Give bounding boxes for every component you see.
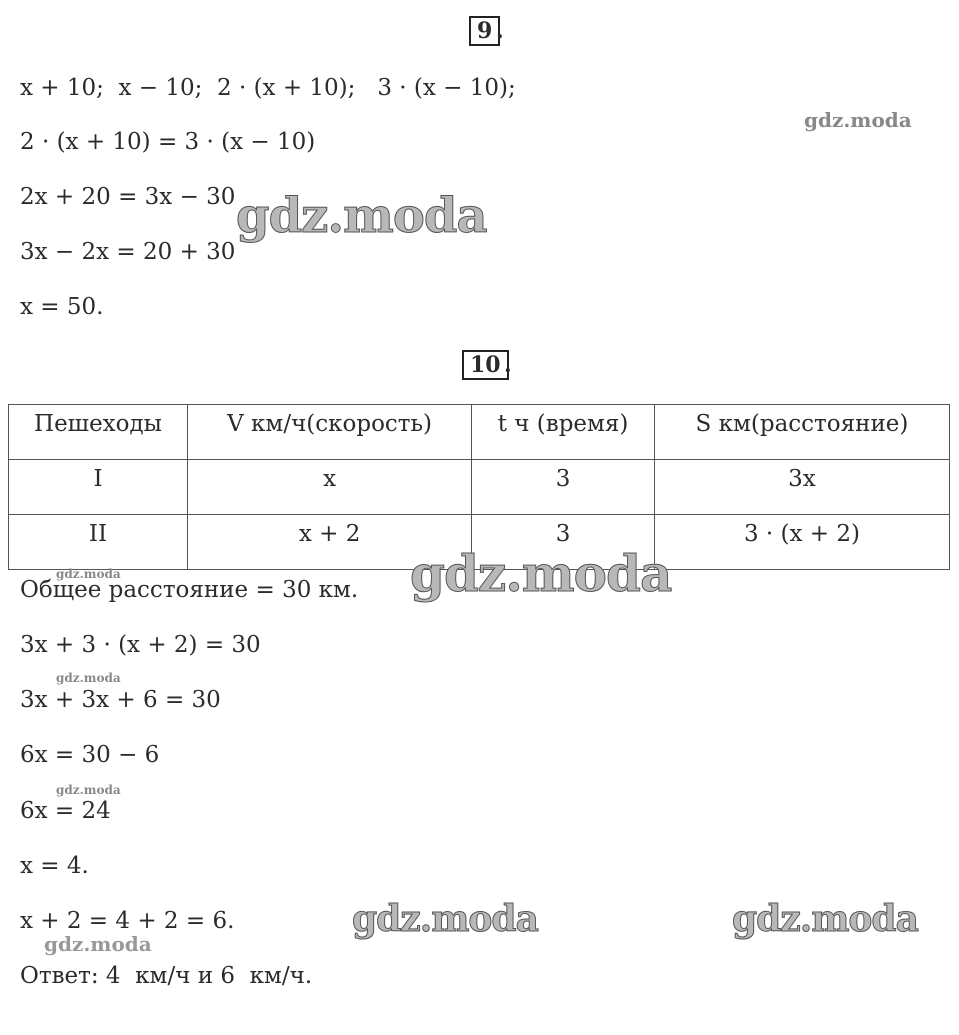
watermark: gdz.moda [804, 108, 912, 132]
header-cell: Пешеходы [9, 405, 188, 460]
table-cell: 3x [654, 460, 949, 515]
table-cell: x [188, 460, 472, 515]
table-row [9, 460, 950, 515]
p10-line-4: 6x = 30 − 6 [20, 742, 160, 768]
p10-answer: Ответ: 4 км/ч и 6 км/ч. [20, 963, 313, 989]
p9-line-3: 2x + 20 = 3x − 30 [20, 184, 236, 210]
watermark: gdz.moda [56, 783, 121, 797]
table-cell: 3 [472, 460, 655, 515]
p9-line-1: x + 10; x − 10; 2 · (x + 10); 3 · (x − 10); [20, 75, 516, 101]
p9-line-4: 3x − 2x = 20 + 30 [20, 239, 236, 265]
p10-line-7: x + 2 = 4 + 2 = 6. [20, 908, 235, 934]
problem-10-number: 10 [462, 350, 509, 380]
header-cell: V км/ч(скорость) [188, 405, 472, 460]
watermark: gdz.moda [56, 671, 121, 685]
p10-line-5: 6x = 24 [20, 798, 111, 824]
watermark: gdz.moda [44, 932, 152, 956]
table-cell: I [9, 460, 188, 515]
watermark: gdz.moda [352, 898, 538, 940]
p10-line-1: Общее расстояние = 30 км. [20, 577, 359, 603]
p10-line-3: 3x + 3x + 6 = 30 [20, 687, 221, 713]
watermark: gdz.moda [56, 567, 121, 581]
problem-9-number: 9 [469, 16, 500, 46]
table-header-row [9, 405, 950, 460]
header-cell: S км(расстояние) [654, 405, 949, 460]
table-cell: 3 · (x + 2) [654, 515, 949, 570]
table-cell: x + 2 [188, 515, 472, 570]
problem-10-dot: . [504, 352, 512, 378]
table-cell: II [9, 515, 188, 570]
watermark: gdz.moda [410, 544, 672, 603]
p9-line-5: x = 50. [20, 294, 104, 320]
problem-9-dot: . [496, 18, 504, 44]
p9-line-2: 2 · (x + 10) = 3 · (x − 10) [20, 129, 316, 155]
watermark: gdz.moda [732, 898, 918, 940]
header-cell: t ч (время) [472, 405, 655, 460]
table-cell: 3 [472, 515, 655, 570]
p10-line-6: x = 4. [20, 853, 89, 879]
watermark: gdz.moda [236, 188, 487, 244]
p10-line-2: 3x + 3 · (x + 2) = 30 [20, 632, 261, 658]
